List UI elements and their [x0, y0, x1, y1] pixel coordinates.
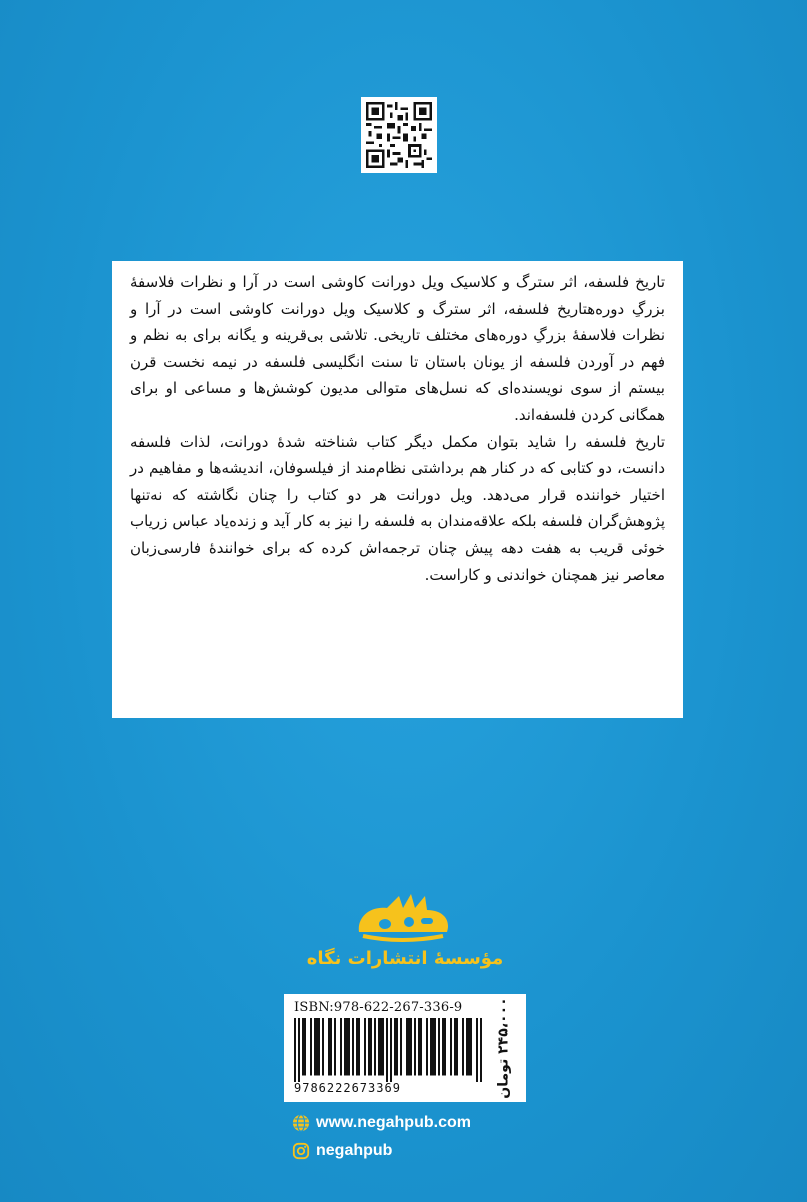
instagram-link[interactable] — [292, 1142, 392, 1160]
description-box — [112, 261, 683, 718]
instagram-icon — [292, 1142, 310, 1160]
barcode-number: 9786222673369 — [294, 1081, 401, 1095]
website-text: www.negahpub.com — [316, 1114, 471, 1131]
website-link[interactable] — [292, 1114, 471, 1132]
instagram-text: negahpub — [316, 1142, 393, 1159]
qr-code[interactable] — [361, 97, 437, 173]
publisher-name: مؤسسهٔ انتشارات نگاه — [306, 948, 504, 969]
barcode-bars — [294, 1018, 484, 1082]
globe-icon — [292, 1114, 310, 1132]
price-label — [486, 997, 522, 1099]
isbn-text: ISBN:978-622-267-336-9 — [294, 1000, 463, 1015]
description-paragraph-2: تاریخ فلسفه را شاید بتوان مکمل دیگر کتاب شناخته شدهٔ دورانت، لذات فلسفه دانست، دو کتابی که در کنار هم برداشتی نظام‌مند از فیلسوفان، اندیشه‌ها و مفاهیم در اختیار خواننده قرار می‌دهد. ویل دورانت هر دو کتاب را چنان نگاشته که نه‌تنها پژوهش‌گران فلسفه بلکه علاقه‌مندان به فلسفه را نیز به کار آید و زنده‌یاد عباس زریاب خوئی قریب به هفت دهه پیش چنان ترجمه‌اش کرده که برای خوانندهٔ فارسی‌زبان معاصر نیز همچنان خواندنی و کاراست. — [130, 432, 665, 584]
price-text: ۲۴۵،۰۰۰ تومان — [496, 997, 513, 1099]
barcode-sticker — [284, 994, 526, 1102]
description-paragraph-1: تاریخ فلسفه، اثر سترگ و کلاسیک ویل دورانت کاوشی است در آرا و نظرات فلاسفهٔ بزرگِ دوره‌هتاریخ فلسفه، اثر سترگ و کلاسیک ویل دورانت کاوشی است در آرا و نظرات فلاسفهٔ بزرگِ دوره‌های مختلف تاریخی. تلاشی بی‌قرینه و یگانه برای به نظم و فهم در آوردن فلسفه از یونان باستان تا سنت انگلیسی فلسفه در نیمه نخست قرن بیستم از سوی نویسنده‌ای که نسل‌های متوالی مدیون کوشش‌ها و مساعی او برای همگانی کردن فلسفه‌اند. — [130, 273, 665, 424]
publisher-logo — [347, 888, 457, 948]
